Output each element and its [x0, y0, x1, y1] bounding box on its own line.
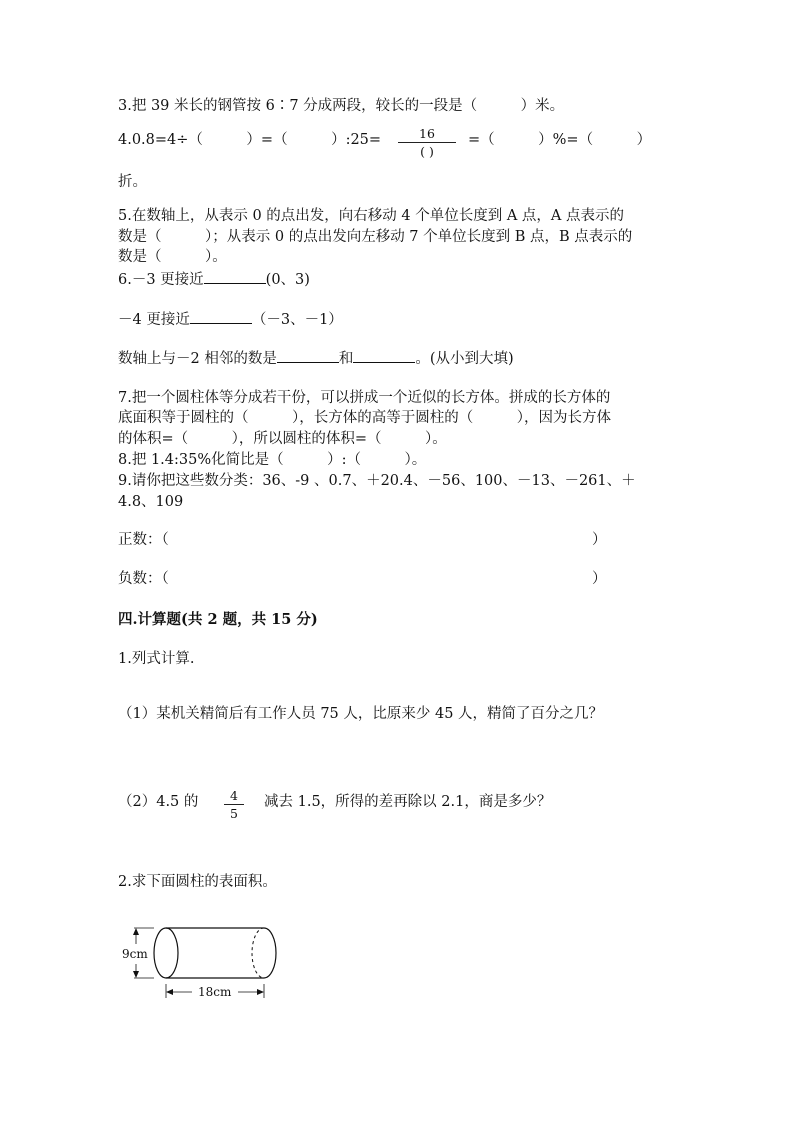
problem-1b-fraction: [224, 788, 244, 821]
question-6c-prefix: 数轴上与－2 相邻的数是: [118, 351, 277, 367]
question-5-line1: 5.在数轴上，从表示 0 的点出发，向右移动 4 个单位长度到 A 点，A 点表示的: [118, 208, 624, 224]
negative-label: 负数：（: [118, 571, 169, 587]
cylinder-right-base-hidden: [252, 928, 264, 978]
question-6b: [118, 310, 343, 329]
fraction-denominator: 5: [230, 806, 238, 821]
question-4-prefix: 4.0.8=4÷（ ）=（ ）:25=: [118, 132, 382, 148]
section-4-heading: 四.计算题(共 2 题，共 15 分): [118, 611, 318, 628]
question-4-suffix: =（ ）%=（ ）: [468, 132, 652, 148]
height-arrowhead-bottom: [133, 971, 139, 978]
length-arrowhead-right: [257, 989, 264, 995]
answer-blank[interactable]: [190, 310, 252, 324]
question-7-line1: 7.把一个圆柱体等分成若干份，可以拼成一个近似的长方体。拼成的长方体的: [118, 390, 611, 406]
question-3: 3.把 39 米长的钢管按 6∶7 分成两段，较长的一段是（ ）米。: [118, 98, 565, 114]
question-9-line1: 9.请你把这些数分类：36、-9 、0.7、＋20.4、－56、100、－13、－261、＋: [118, 473, 636, 489]
question-6c-mid: 和: [338, 351, 354, 367]
question-5-line3: 数是（ ）。: [118, 249, 227, 265]
length-arrowhead-left: [166, 989, 173, 995]
question-6a-prefix: 6.－3 更接近: [118, 272, 204, 288]
problem-1a: （1）某机关精简后有工作人员 75 人，比原来少 45 人，精简了百分之几？: [118, 706, 604, 722]
cylinder-left-base: [154, 928, 178, 978]
answer-blank[interactable]: [277, 349, 339, 363]
height-label: 9cm: [122, 947, 148, 961]
question-4-tail: 折。: [118, 174, 147, 190]
question-4-fraction: [398, 126, 456, 159]
positive-label: 正数：（: [118, 532, 169, 548]
negative-close-paren: ）: [592, 571, 607, 587]
fraction-bar: [398, 142, 456, 143]
fraction-numerator: 4: [230, 788, 238, 803]
problem-1-title: 1.列式计算.: [118, 651, 195, 667]
question-7-line2: 底面积等于圆柱的（ ），长方体的高等于圆柱的（ ），因为长方体: [118, 410, 611, 426]
question-5-line2: 数是（ ）；从表示 0 的点出发向左移动 7 个单位长度到 B 点，B 点表示的: [118, 229, 633, 245]
fraction-numerator: 16: [419, 126, 435, 141]
question-6c-suffix: 。(从小到大填): [415, 351, 514, 367]
fraction-bar: [224, 804, 244, 805]
problem-1b-prefix: （2）4.5 的: [118, 794, 199, 810]
question-6b-prefix: －4 更接近: [118, 312, 190, 328]
answer-blank[interactable]: [353, 349, 415, 363]
answer-blank[interactable]: [204, 270, 266, 284]
problem-2-title: 2.求下面圆柱的表面积。: [118, 874, 277, 890]
cylinder-figure: [110, 918, 290, 1008]
question-6a-suffix: (0、3): [265, 272, 310, 288]
question-6c: [118, 349, 514, 368]
question-6b-suffix: （－3、－1）: [251, 312, 343, 328]
height-arrowhead-top: [133, 928, 139, 935]
length-label: 18cm: [198, 985, 232, 999]
problem-1b-suffix: 减去 1.5，所得的差再除以 2.1，商是多少？: [264, 794, 552, 810]
question-8: 8.把 1.4:35%化简比是（ ）:（ ）。: [118, 452, 427, 468]
cylinder-right-base-front: [264, 928, 276, 978]
fraction-denominator: ( ): [420, 144, 434, 159]
positive-close-paren: ）: [592, 532, 607, 548]
question-7-line3: 的体积=（ ），所以圆柱的体积=（ ）。: [118, 431, 447, 447]
question-9-line2: 4.8、109: [118, 494, 184, 510]
question-6a: [118, 270, 310, 289]
